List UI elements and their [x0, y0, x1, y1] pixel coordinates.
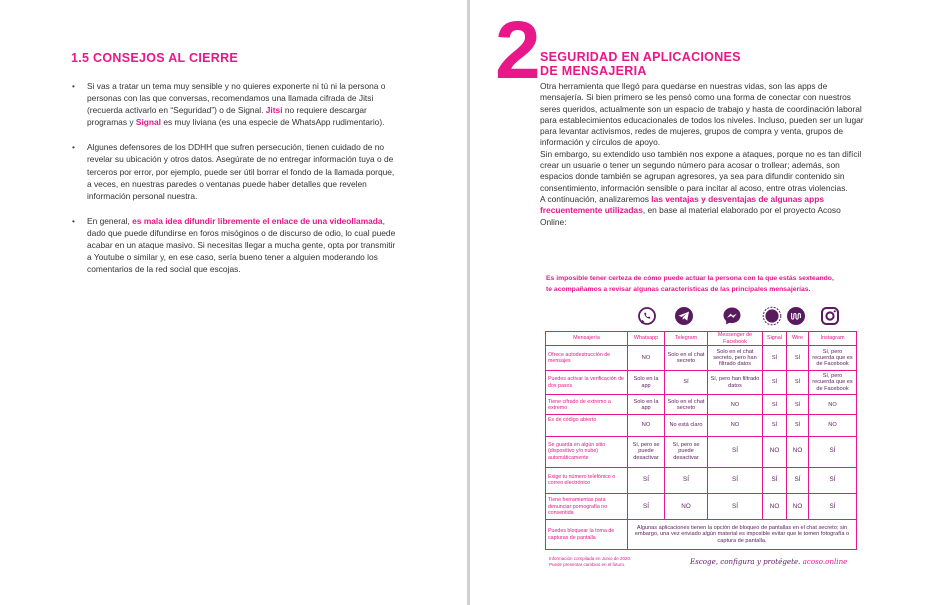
- table-cell: NO: [708, 415, 763, 437]
- table-cell: SÍ: [763, 395, 787, 415]
- table-cell: Solo en el chat secreto: [665, 395, 708, 415]
- column-header: Telegram: [665, 332, 708, 346]
- table-cell: NO: [708, 395, 763, 415]
- table-cell: NO: [763, 494, 787, 520]
- table-cell: NO: [809, 415, 857, 437]
- table-cell: Solo en el chat secreto, pero han filtrado datos: [708, 346, 763, 371]
- table-cell: NO: [787, 494, 809, 520]
- signal-icon: [762, 306, 782, 326]
- row-label: Tiene cifrado de extremo a extremo: [546, 395, 628, 415]
- table-cell: Solo en el chat secreto: [665, 346, 708, 371]
- table-header-row: [546, 332, 857, 346]
- tip-item: • Si vas a tratar un tema muy sensible y no quieres exponerte ni tú ni la persona o personas con las que conversas, recomendamos una llamada cifrada de Jitsi (recuerda activarlo en “Seguridad”) o de Signal. Jitsi no requiere descargar programas y Signal es muy liviana (es una especie de WhatsApp rudimentario).: [70, 80, 400, 128]
- table-row: [546, 415, 857, 437]
- row-label: Ofrece autodestrucción de mensajes: [546, 346, 628, 371]
- table-cell: SÍ: [787, 370, 809, 395]
- table-cell: Sí, pero se puede desactivar: [665, 436, 708, 467]
- table-row: [546, 346, 857, 371]
- telegram-icon: [674, 306, 694, 326]
- screenshot-note-cell: Algunas aplicaciones tienen la opción de bloqueo de pantallas en el chat secreto; sin embargo, una vez enviado algún material es imposible evitar que le tomen fotografía o captura de pantalla.: [628, 520, 857, 550]
- row-label: Tiene herramientas para denunciar pornografía no consentida: [546, 494, 628, 520]
- row-label: Es de código abierto: [546, 415, 628, 437]
- tips-list: [70, 80, 400, 288]
- tip-item: • En general, es mala idea difundir libremente el enlace de una videollamada, dado que puede difundirse en foros misóginos o de discurso de odio, lo cual puede acabar en un ataque masivo. Si necesitas llegar a mucha gente, opta por transmitir a Youtube o similar y, en ese caso, sería bueno tener a alguien moderando los comentarios de la red social que escojas.: [70, 215, 400, 275]
- paragraph: A continuación, analizaremos las ventajas y desventajas de algunas apps frecuentemente utilizadas, en base al material elaborado por el proyecto Acoso Online:: [540, 193, 841, 227]
- table-cell: Sí, pero se puede desactivar: [628, 436, 665, 467]
- table-cell: SÍ: [787, 346, 809, 371]
- row-label: Puedes bloquear la toma de capturas de pantalla: [546, 520, 628, 550]
- column-header: Whatsapp: [628, 332, 665, 346]
- table-cell: No está claro: [665, 415, 708, 437]
- table-cell: SÍ: [809, 467, 857, 494]
- table-cell: SÍ: [787, 415, 809, 437]
- section-title: 1.5 CONSEJOS AL CIERRE: [71, 51, 239, 65]
- table-cell: NO: [665, 494, 708, 520]
- table-cell: NO: [809, 395, 857, 415]
- sexting-note: Es imposible tener certeza de cómo puede actuar la persona con la que estás sexteando, te acompañamos a revisar algunas características de las principales mensajerías.: [546, 275, 834, 293]
- instagram-icon: [820, 306, 840, 326]
- table-cell: SÍ: [809, 494, 857, 520]
- jitsi-highlight: Jitsi: [265, 105, 283, 116]
- table-cell: SÍ: [763, 346, 787, 371]
- table-cell: NO: [628, 415, 665, 437]
- table-row: [546, 395, 857, 415]
- table-cell: Solo en la app: [628, 370, 665, 395]
- table-row: [546, 467, 857, 494]
- table-cell: NO: [787, 436, 809, 467]
- row-label: Puedes activar la verificación de dos pasos: [546, 370, 628, 395]
- messenger-icon: [722, 306, 742, 326]
- table-row: [546, 436, 857, 467]
- table-cell: SÍ: [763, 370, 787, 395]
- table-cell: SÍ: [665, 467, 708, 494]
- signal-highlight: Signal: [135, 117, 162, 128]
- table-cell: SÍ: [708, 467, 763, 494]
- table-row: [546, 520, 857, 550]
- column-header: Instagram: [809, 332, 857, 346]
- paragraph: Sin embargo, su extendido uso también nos expone a ataques, porque no es tan difícil crear un usuarie o tener un segundo número para acosar o trollear; además, son espacios donde también se agrupan agresores, ya sea para difundir contenido sin consentimiento, información sensible o para incitar al acoso, entre otras violencias.: [540, 148, 862, 193]
- table-cell: Sí, pero recuerda que es de Facebook: [809, 346, 857, 371]
- table-cell: SÍ: [708, 436, 763, 467]
- table-cell: SÍ: [665, 370, 708, 395]
- row-label: Se guarda en algún sitio (dispositivo y/o nube) automáticamente: [546, 436, 628, 467]
- table-cell: SÍ: [787, 467, 809, 494]
- messaging-comparison-table: [545, 331, 857, 550]
- table-row: [546, 370, 857, 395]
- row-label: Exige tu número telefónico o correo electrónico: [546, 467, 628, 494]
- table-cell: SÍ: [708, 494, 763, 520]
- table-cell: SÍ: [763, 415, 787, 437]
- tagline: Escoge, configura y protégete. acoso.online: [690, 557, 848, 566]
- section-number: 2: [495, 5, 541, 96]
- table-cell: SÍ: [763, 467, 787, 494]
- videocall-link-highlight: es mala idea difundir libremente el enlace de una videollamada: [132, 215, 383, 226]
- column-header: Messenger de Facebook: [708, 332, 763, 346]
- table-cell: NO: [763, 436, 787, 467]
- column-header: Signal: [763, 332, 787, 346]
- whatsapp-icon: [637, 306, 657, 326]
- acoso-online-link[interactable]: acoso.online: [802, 557, 848, 566]
- table-cell: SÍ: [628, 467, 665, 494]
- table-cell: NO: [628, 346, 665, 371]
- tip-item: • Algunes defensores de los DDHH que sufren persecución, tienen cuidado de no revelar su ubicación y otros datos. Asegúrate de no entregar información tuya o de terceros por error, por ejemplo, puede ser útil borrar el fondo de la llamada porque, a veces, en nuestras paredes o ventanas puede haber detalles que revelen información personal nuestra.: [70, 141, 400, 201]
- table-cell: SÍ: [809, 436, 857, 467]
- column-header: Mensajería: [546, 332, 628, 346]
- table-row: [546, 494, 857, 520]
- table-cell: SÍ: [628, 494, 665, 520]
- table-cell: Sí, pero han filtrado datos: [708, 370, 763, 395]
- compilation-footnote: Información compilada en Junio de 2020. Puede presentar cambios en el futuro.: [549, 556, 632, 568]
- wire-icon: [786, 306, 806, 326]
- column-header: Wire: [787, 332, 809, 346]
- table-cell: Solo en la app: [628, 395, 665, 415]
- paragraph: Otra herramienta que llegó para quedarse en nuestras vidas, son las apps de mensajería. Si bien primero se les pensó como una forma de conectar con nuestros seres queridos, actualmente son un espacio de trabajo y hasta de coordinación laboral para establecimientos educacionales de todos los niveles. Incluso, pueden ser un lugar para levantar activismos, redes de mujeres, grupos de compra y venta, grupos de información y círculos de apoyo.: [540, 81, 864, 148]
- intro-text: [540, 81, 866, 228]
- table-cell: SÍ: [787, 395, 809, 415]
- app-icons-row: [545, 306, 856, 328]
- apps-highlight: las ventajas y desventajas de algunas apps frecuentemente utilizadas: [540, 193, 824, 216]
- section-title-2: SEGURIDAD EN APLICACIONES DE MENSAJERIA: [540, 50, 741, 78]
- table-cell: Sí, pero recuerda que es de Facebook: [809, 370, 857, 395]
- left-page: [0, 0, 467, 605]
